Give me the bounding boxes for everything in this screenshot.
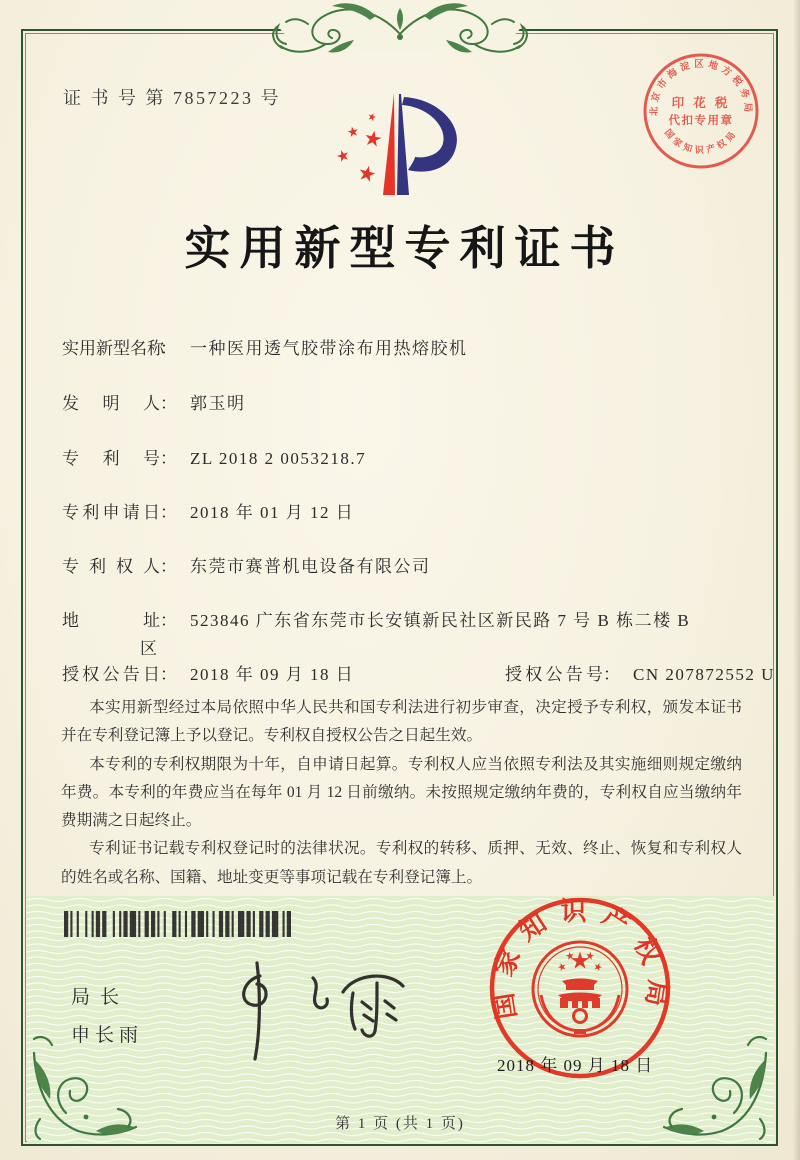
field-colon: ：	[603, 665, 620, 684]
issue-date: 2018 年 09 月 18 日	[497, 1056, 654, 1075]
field-colon: ：	[160, 611, 177, 630]
field-colon: ：	[160, 503, 177, 522]
field-colon: ：	[160, 339, 177, 358]
certificate-title: 实用新型专利证书	[184, 223, 625, 274]
field-row-grant-date	[62, 660, 354, 685]
field-value: CN 207872552 U	[633, 665, 775, 684]
director-name: 申长雨	[71, 1025, 144, 1046]
legal-paragraph-2: 本专利的专利权期限为十年，自申请日起算。专利权人应当依照专利法及其实施细则规定缴纳年费。本专利的年费应当在每年 01 月 12 日前缴纳。未按照规定缴纳年费的，专利权自应当缴纳年费期满之日起终止。	[61, 755, 742, 830]
field-label: 发明人	[62, 394, 160, 413]
field-row-patentee	[62, 552, 431, 577]
field-label: 地址	[62, 611, 160, 630]
field-row-grant-number	[505, 660, 775, 685]
legal-paragraph-3: 专利证书记载专利权登记时的法律状况。专利权的转移、质押、无效、终止、恢复和专利权人的姓名或名称、国籍、地址变更等事项记载在专利登记簿上。	[61, 840, 742, 886]
tax-stamp-arc-bottom-text: 国家知识产权局	[662, 127, 740, 156]
logo-blue-bowl	[402, 97, 457, 172]
legal-paragraph-1: 本实用新型经过本局依照中华人民共和国专利法进行初步审查，决定授予专利权，颁发本证书并在专利登记簿上予以登记。专利权自授权公告之日起生效。	[61, 699, 742, 745]
tax-stamp-arc-top-text: 北京市海淀区地方税务局	[649, 59, 753, 117]
svg-text:国家知识产权局	[663, 127, 740, 155]
tax-stamp-center-line2: 代扣专用章	[668, 115, 734, 127]
field-value: 2018 年 01 月 12 日	[190, 503, 355, 522]
field-row-address	[62, 606, 690, 631]
seal-agency-text: 国家知识产权局	[487, 897, 673, 1022]
director-signature	[205, 958, 415, 1070]
director-title: 局长	[71, 987, 130, 1008]
field-row-address-line2	[140, 634, 159, 659]
legal-text-block	[61, 694, 742, 892]
field-colon: ：	[160, 665, 177, 684]
field-value: 区	[140, 639, 159, 658]
logo-blue-stem	[397, 94, 409, 195]
national-emblem	[533, 942, 627, 1036]
field-value: 523846 广东省东莞市长安镇新民社区新民路 7 号 B 栋二楼 B	[190, 611, 691, 630]
field-value: 郭玉明	[190, 394, 246, 413]
certificate-number: 证 书 号 第 7857223 号	[63, 88, 281, 108]
page-footer: 第 1 页 (共 1 页)	[335, 1116, 465, 1132]
field-label: 实用新型名称	[62, 339, 164, 358]
tax-office-stamp	[638, 48, 764, 174]
cnipa-logo	[325, 87, 475, 205]
field-value: 一种医用透气胶带涂布用热熔胶机	[190, 339, 468, 358]
field-row-inventor	[62, 389, 246, 414]
logo-stars	[335, 112, 382, 183]
field-label: 专利权人	[62, 557, 160, 576]
field-label: 专利申请日	[62, 503, 160, 522]
field-row-filing-date	[62, 498, 354, 523]
field-colon: ：	[160, 557, 177, 576]
field-colon: ：	[160, 394, 177, 413]
tax-stamp-center-line1: 印 花 税	[671, 96, 731, 110]
field-value: 2018 年 09 月 18 日	[190, 665, 355, 684]
logo-red-wedge	[383, 93, 395, 195]
barcode	[64, 911, 291, 937]
field-row-invention-name	[62, 334, 468, 359]
top-flourish-ornament	[248, 0, 552, 56]
field-colon: ：	[160, 449, 177, 468]
field-label: 专利号	[62, 449, 160, 468]
field-value: ZL 2018 2 0053218.7	[190, 449, 367, 468]
field-label: 授权公告号	[505, 665, 603, 684]
field-value: 东莞市赛普机电设备有限公司	[190, 557, 431, 576]
field-row-patent-number	[62, 444, 366, 469]
field-label: 授权公告日	[62, 665, 160, 684]
